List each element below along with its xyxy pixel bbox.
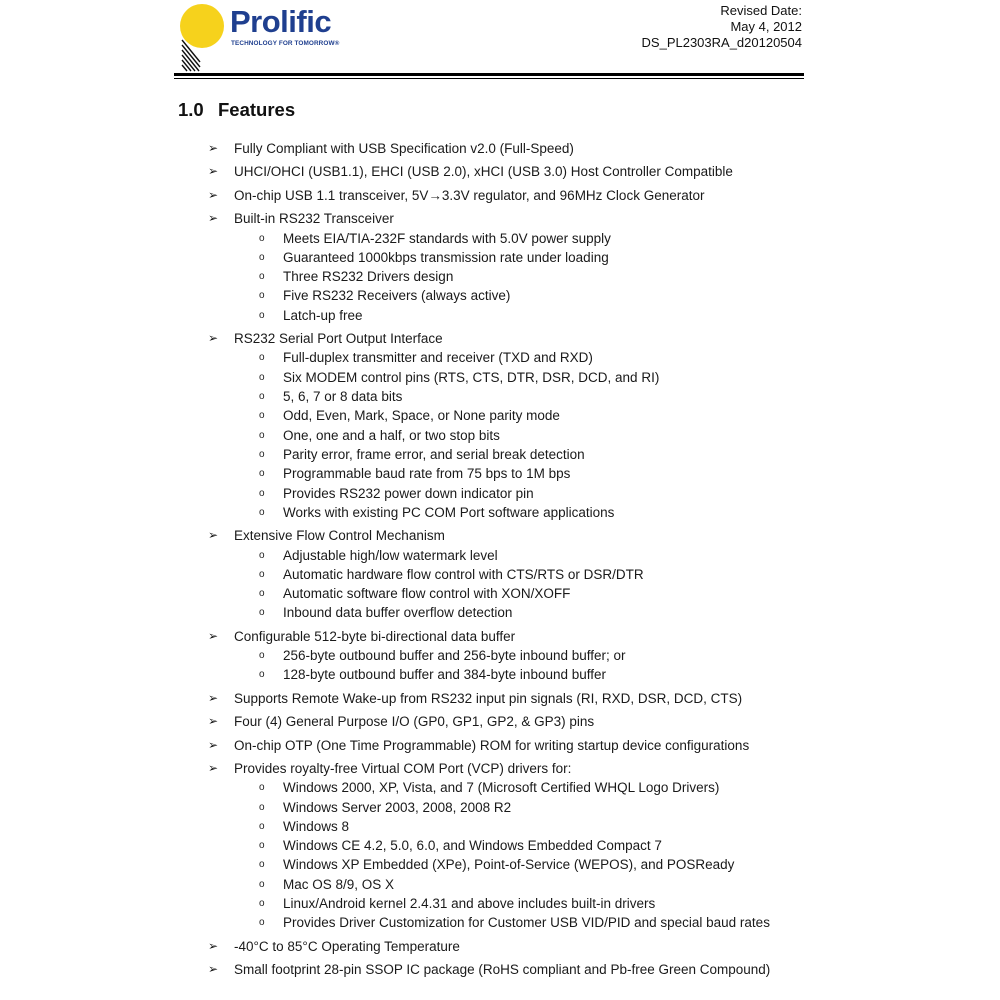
feature-item — [0, 712, 1000, 731]
feature-item — [0, 937, 1000, 956]
sub-feature-item — [0, 913, 1000, 932]
sub-feature-item — [0, 875, 1000, 894]
feature-text: -40°C to 85°C Operating Temperature — [234, 938, 460, 954]
sub-feature-item — [0, 665, 1000, 684]
sub-feature-group — [0, 546, 1000, 623]
sub-feature-item — [0, 646, 1000, 665]
sub-feature-text: Automatic software flow control with XON/XOFF — [283, 586, 571, 602]
feature-item — [0, 186, 1000, 205]
sub-feature-text: Windows CE 4.2, 5.0, 6.0, and Windows Embedded Compact 7 — [283, 838, 662, 854]
sub-feature-text: Windows XP Embedded (XPe), Point-of-Service (WEPOS), and POSReady — [283, 857, 735, 873]
sub-feature-list — [0, 646, 1000, 685]
sub-feature-text: 256-byte outbound buffer and 256-byte inbound buffer; or — [283, 648, 626, 664]
feature-text: On-chip OTP (One Time Programmable) ROM for writing startup device configurations — [234, 737, 750, 753]
sub-feature-item — [0, 445, 1000, 464]
sub-feature-item — [0, 894, 1000, 913]
sub-feature-text: Full-duplex transmitter and receiver (TXD and RXD) — [283, 350, 593, 366]
sub-feature-text: Five RS232 Receivers (always active) — [283, 288, 511, 304]
sub-feature-item — [0, 306, 1000, 325]
feature-list — [0, 135, 1000, 979]
sub-feature-item — [0, 229, 1000, 248]
sub-feature-text: Latch-up free — [283, 307, 363, 323]
feature-item — [0, 209, 1000, 228]
sub-feature-item — [0, 855, 1000, 874]
header-divider-thick — [174, 73, 804, 76]
sub-feature-list — [0, 229, 1000, 325]
feature-text: UHCI/OHCI (USB1.1), EHCI (USB 2.0), xHCI (USB 3.0) Host Controller Compatible — [234, 164, 733, 180]
sub-feature-text: Guaranteed 1000kbps transmission rate under loading — [283, 249, 609, 265]
sub-feature-item — [0, 464, 1000, 483]
sub-feature-group — [0, 778, 1000, 932]
feature-text: Four (4) General Purpose I/O (GP0, GP1, GP2, & GP3) pins — [234, 714, 595, 730]
revision-date: May 4, 2012 — [730, 19, 802, 34]
section-title: Features — [218, 99, 296, 120]
sub-feature-text: Mac OS 8/9, OS X — [283, 876, 395, 892]
sub-feature-text: Works with existing PC COM Port software applications — [283, 504, 615, 520]
sub-feature-item — [0, 406, 1000, 425]
sub-feature-list — [0, 348, 1000, 522]
sub-feature-text: Automatic hardware flow control with CTS/RTS or DSR/DTR — [283, 566, 644, 582]
logo-wordmark: Prolific — [230, 4, 332, 39]
sub-feature-list — [0, 778, 1000, 932]
feature-text: Supports Remote Wake-up from RS232 input pin signals (RI, RXD, DSR, DCD, CTS) — [234, 690, 743, 706]
section-heading — [178, 99, 295, 121]
sub-feature-text: Inbound data buffer overflow detection — [283, 605, 513, 621]
prolific-logo — [178, 2, 348, 72]
sub-feature-text: Adjustable high/low watermark level — [283, 547, 498, 563]
revision-block — [642, 3, 802, 51]
sub-feature-item — [0, 546, 1000, 565]
sub-feature-text: Windows Server 2003, 2008, 2008 R2 — [283, 799, 512, 815]
sub-feature-text: Three RS232 Drivers design — [283, 269, 454, 285]
sub-feature-list — [0, 546, 1000, 623]
sub-feature-group — [0, 646, 1000, 685]
sub-feature-item — [0, 248, 1000, 267]
sub-feature-text: 128-byte outbound buffer and 384-byte inbound buffer — [283, 667, 607, 683]
feature-text: On-chip USB 1.1 transceiver, 5V→3.3V regulator, and 96MHz Clock Generator — [234, 187, 705, 203]
feature-text: Configurable 512-byte bi-directional data buffer — [234, 628, 516, 644]
sub-feature-item — [0, 817, 1000, 836]
revision-label: Revised Date: — [720, 3, 802, 18]
sub-feature-item — [0, 798, 1000, 817]
sub-feature-item — [0, 368, 1000, 387]
header-divider-thin — [174, 78, 804, 79]
feature-text: Provides royalty-free Virtual COM Port (VCP) drivers for: — [234, 760, 572, 776]
feature-item — [0, 689, 1000, 708]
sub-feature-text: Windows 2000, XP, Vista, and 7 (Microsoft Certified WHQL Logo Drivers) — [283, 780, 720, 796]
sub-feature-text: Meets EIA/TIA-232F standards with 5.0V power supply — [283, 230, 611, 246]
feature-item — [0, 526, 1000, 545]
sub-feature-text: Linux/Android kernel 2.4.31 and above includes built-in drivers — [283, 896, 656, 912]
sub-feature-item — [0, 426, 1000, 445]
section-number: 1.0 — [178, 99, 204, 120]
feature-text: Extensive Flow Control Mechanism — [234, 528, 445, 544]
feature-item — [0, 759, 1000, 778]
feature-item — [0, 627, 1000, 646]
sub-feature-text: Provides RS232 power down indicator pin — [283, 485, 534, 501]
sub-feature-item — [0, 836, 1000, 855]
sub-feature-text: Parity error, frame error, and serial break detection — [283, 446, 585, 462]
sub-feature-item — [0, 286, 1000, 305]
feature-text: Small footprint 28-pin SSOP IC package (RoHS compliant and Pb-free Green Compound) — [234, 962, 771, 978]
feature-item — [0, 736, 1000, 755]
sub-feature-text: Six MODEM control pins (RTS, CTS, DTR, DSR, DCD, and RI) — [283, 369, 660, 385]
sub-feature-item — [0, 584, 1000, 603]
sub-feature-text: 5, 6, 7 or 8 data bits — [283, 389, 403, 405]
sub-feature-item — [0, 778, 1000, 797]
sub-feature-text: One, one and a half, or two stop bits — [283, 427, 500, 443]
sub-feature-item — [0, 484, 1000, 503]
feature-item — [0, 329, 1000, 348]
feature-item — [0, 139, 1000, 158]
sub-feature-item — [0, 503, 1000, 522]
feature-item — [0, 960, 1000, 979]
document-id: DS_PL2303RA_d20120504 — [641, 35, 802, 50]
sub-feature-text: Provides Driver Customization for Customer USB VID/PID and special baud rates — [283, 915, 770, 931]
logo-tagline: TECHNOLOGY FOR TOMORROW® — [231, 40, 340, 47]
sun-logo-icon — [178, 2, 234, 72]
sub-feature-item — [0, 387, 1000, 406]
sub-feature-text: Programmable baud rate from 75 bps to 1M bps — [283, 466, 571, 482]
sub-feature-item — [0, 565, 1000, 584]
feature-text: RS232 Serial Port Output Interface — [234, 331, 443, 347]
sub-feature-group — [0, 348, 1000, 522]
sub-feature-item — [0, 267, 1000, 286]
sub-feature-item — [0, 603, 1000, 622]
sub-feature-text: Windows 8 — [283, 818, 350, 834]
sub-feature-group — [0, 229, 1000, 325]
sub-feature-text: Odd, Even, Mark, Space, or None parity mode — [283, 408, 560, 424]
feature-item — [0, 162, 1000, 181]
feature-text: Fully Compliant with USB Specification v2.0 (Full-Speed) — [234, 141, 574, 157]
sub-feature-item — [0, 348, 1000, 367]
feature-text: Built-in RS232 Transceiver — [234, 211, 394, 227]
